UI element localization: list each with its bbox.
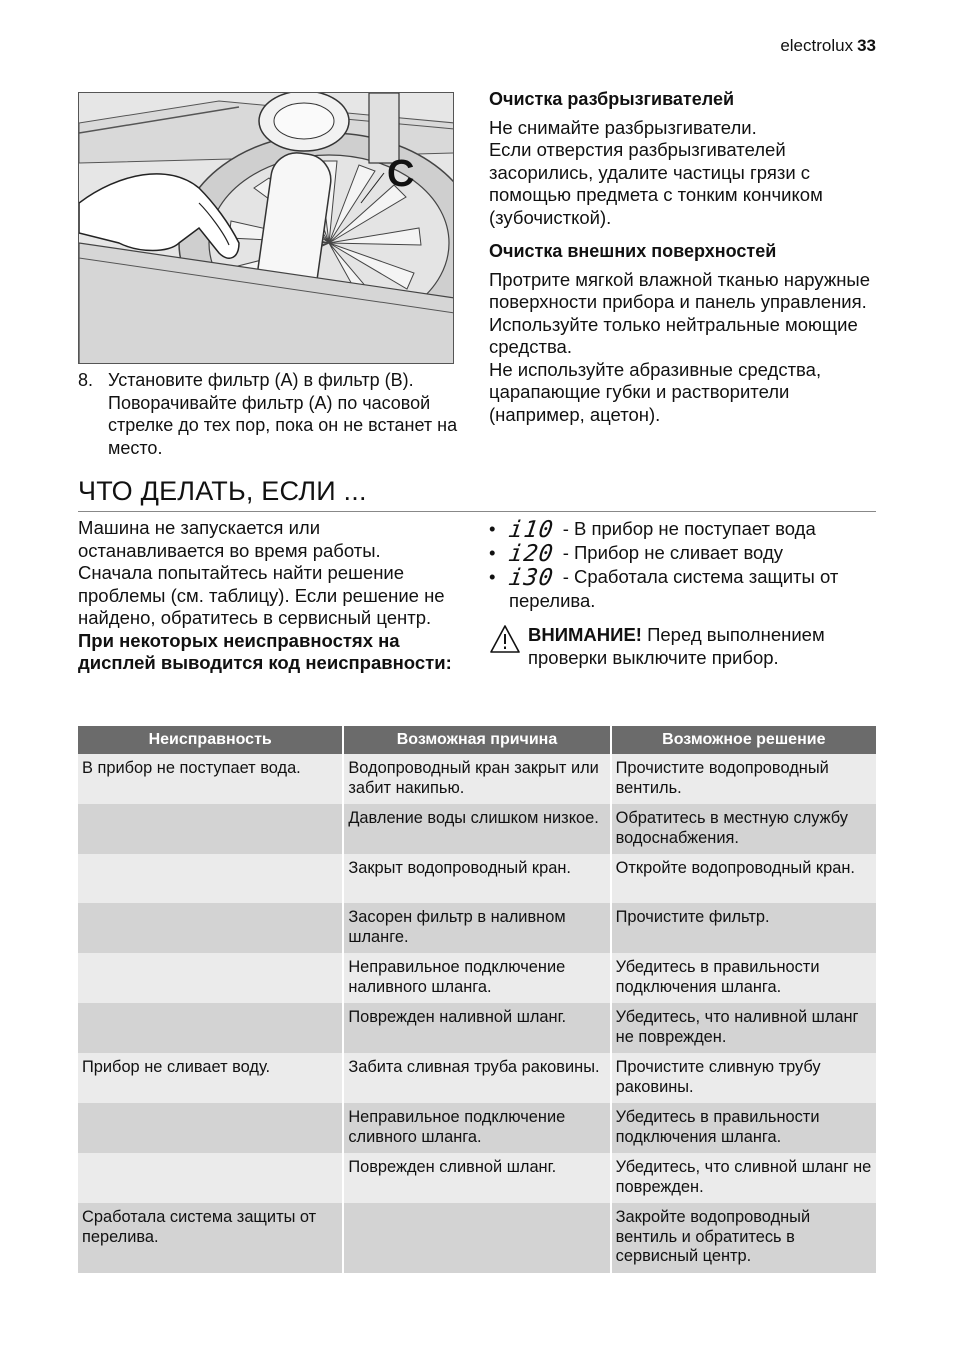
fault-cell xyxy=(78,854,342,903)
error-code-display: i10 xyxy=(507,517,556,543)
table-row xyxy=(78,854,876,903)
table-row xyxy=(78,1203,876,1273)
table-row xyxy=(78,1153,876,1203)
troubleshooting-intro xyxy=(78,517,468,675)
filter-drawing xyxy=(79,93,454,364)
error-code-display: i20 xyxy=(507,541,556,567)
error-code-description: - В прибор не поступает вода xyxy=(562,518,816,539)
solution-cell: Убедитесь, что сливной шланг не поврежден. xyxy=(612,1153,876,1203)
surfaces-line-1: Протрите мягкой влажной тканью наружные поверхности прибора и панель управления. xyxy=(489,268,871,312)
table-row xyxy=(78,804,876,854)
cause-cell: Неправильное подключение наливного шланга. xyxy=(344,953,609,1003)
fault-cell xyxy=(78,1153,342,1203)
surfaces-line-2: Используйте только нейтральные моющие средства. xyxy=(489,313,858,357)
step-number: 8. xyxy=(78,370,94,390)
step-8 xyxy=(78,369,468,459)
bullet: • xyxy=(489,542,496,563)
section-divider xyxy=(78,511,876,512)
bullet: • xyxy=(489,518,496,539)
fault-cell: Прибор не сливает воду. xyxy=(78,1053,342,1103)
intro-paragraph-1: Машина не запускается или останавливается во время работы. xyxy=(78,517,381,561)
cause-cell: Неправильное подключение сливного шланга. xyxy=(344,1103,609,1153)
spray-arms-heading: Очистка разбрызгивателей xyxy=(489,89,735,109)
solution-cell: Прочистите водопроводный вентиль. xyxy=(612,754,876,804)
error-code-display: i30 xyxy=(507,565,556,591)
table-row xyxy=(78,1053,876,1103)
fault-cell xyxy=(78,903,342,953)
solution-cell: Обратитесь в местную службу водоснабжения. xyxy=(612,804,876,854)
column-header-fault: Неисправность xyxy=(78,726,342,754)
fault-cell: В прибор не поступает вода. xyxy=(78,754,342,804)
error-code-item xyxy=(489,517,881,541)
intro-error-codes-note: При некоторых неисправностях на дисплей выводится код неисправности: xyxy=(78,629,452,673)
bullet: • xyxy=(489,566,496,587)
section-title: ЧТО ДЕЛАТЬ, ЕСЛИ ... xyxy=(78,476,367,506)
step-text: Установите фильтр (A) в фильтр (B). Поворачивайте фильтр (A) по часовой стрелке до тех пор, пока он не встанет на место. xyxy=(108,370,458,458)
fault-cell xyxy=(78,1003,342,1053)
error-code-item xyxy=(489,541,881,565)
brand-name: electrolux xyxy=(780,36,854,55)
table-row xyxy=(78,1003,876,1053)
table-row xyxy=(78,953,876,1003)
table-row xyxy=(78,1103,876,1153)
surfaces-heading: Очистка внешних поверхностей xyxy=(489,241,777,261)
fault-cell xyxy=(78,1103,342,1153)
troubleshooting-table xyxy=(78,726,876,1273)
error-code-description: - Сработала система защиты от перелива. xyxy=(509,566,839,611)
solution-cell: Убедитесь в правильности подключения шланга. xyxy=(612,1103,876,1153)
cause-cell xyxy=(344,1203,609,1273)
cause-cell: Закрыт водопроводный кран. xyxy=(344,854,609,903)
cause-cell: Водопроводный кран закрыт или забит накипью. xyxy=(344,754,609,804)
warning-triangle-icon xyxy=(489,624,521,654)
fault-cell xyxy=(78,804,342,854)
page-number: 33 xyxy=(857,36,876,55)
solution-cell: Закройте водопроводный вентиль и обратитесь в сервисный центр. xyxy=(612,1203,876,1273)
figure-label-c: C xyxy=(387,153,415,195)
filter-illustration xyxy=(78,92,454,364)
spray-arms-line-1: Не снимайте разбрызгиватели. xyxy=(489,116,757,138)
fault-cell: Сработала система защиты от перелива. xyxy=(78,1203,342,1273)
cause-cell: Засорен фильтр в наливном шланге. xyxy=(344,903,609,953)
fault-cell xyxy=(78,953,342,1003)
solution-cell: Прочистите фильтр. xyxy=(612,903,876,953)
warning-text: Перед выполнением проверки выключите прибор. xyxy=(528,624,825,668)
surfaces-line-3: Не используйте абразивные средства, царапающие губки и растворители (например, ацетон). xyxy=(489,358,822,425)
spray-arms-line-2: Если отверстия разбрызгивателей засорились, удалите частицы грязи с помощью предмета с тонким кончиком (зубочисткой). xyxy=(489,139,823,228)
solution-cell: Убедитесь в правильности подключения шланга. xyxy=(612,953,876,1003)
cause-cell: Поврежден сливной шланг. xyxy=(344,1153,609,1203)
page-header xyxy=(780,36,876,56)
cause-cell: Поврежден наливной шланг. xyxy=(344,1003,609,1053)
table-row xyxy=(78,903,876,953)
table-header-row xyxy=(78,726,876,754)
intro-paragraph-2: Сначала попытайтесь найти решение проблемы (см. таблицу). Если решение не найдено, обратитесь в сервисный центр. xyxy=(78,562,445,628)
error-code-list xyxy=(489,517,881,613)
solution-cell: Убедитесь, что наливной шланг не поврежден. xyxy=(612,1003,876,1053)
cause-cell: Забита сливная труба раковины. xyxy=(344,1053,609,1103)
solution-cell: Откройте водопроводный кран. xyxy=(612,854,876,903)
error-code-item xyxy=(489,565,881,613)
cause-cell: Давление воды слишком низкое. xyxy=(344,804,609,854)
warning-label: ВНИМАНИЕ! xyxy=(528,624,642,645)
table-row xyxy=(78,754,876,804)
column-header-cause: Возможная причина xyxy=(344,726,609,754)
error-code-description: - Прибор не сливает воду xyxy=(562,542,783,563)
column-header-solution: Возможное решение xyxy=(612,726,876,754)
cleaning-instructions xyxy=(489,88,881,426)
warning-note xyxy=(489,624,881,669)
solution-cell: Прочистите сливную трубу раковины. xyxy=(612,1053,876,1103)
